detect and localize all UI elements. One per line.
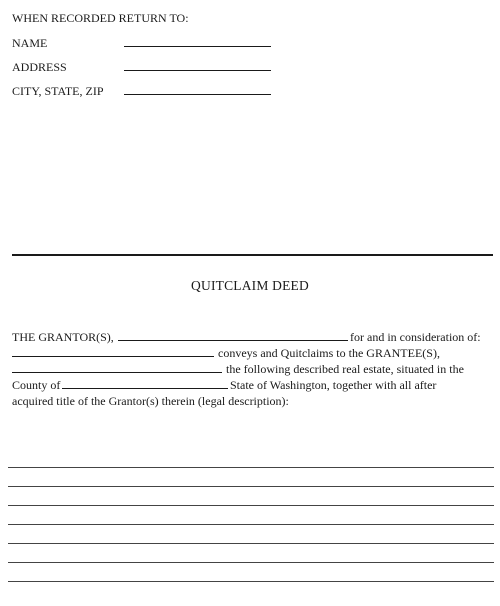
legal-description-line[interactable] [8,524,494,525]
county-label: County of [12,378,61,392]
address-field[interactable] [124,70,271,71]
legal-description-line[interactable] [8,486,494,487]
conveys-text: conveys and Quitclaims to the GRANTEE(S), [218,346,440,360]
described-text: the following described real estate, situated in the [226,362,464,376]
legal-description-line[interactable] [8,505,494,506]
name-label: NAME [12,36,48,50]
legal-description-line[interactable] [8,467,494,468]
consideration-text: for and in consideration of: [350,330,481,344]
section-divider [12,254,493,256]
acquired-text: acquired title of the Grantor(s) therein (legal description): [12,394,289,408]
state-text: State of Washington, together with all after [230,378,437,392]
legal-description-line[interactable] [8,581,494,582]
name-field[interactable] [124,46,271,47]
legal-description-line[interactable] [8,562,494,563]
legal-description-line[interactable] [8,543,494,544]
city-state-zip-label: CITY, STATE, ZIP [12,84,104,98]
county-field[interactable] [62,388,228,389]
city-state-zip-field[interactable] [124,94,271,95]
deed-title: QUITCLAIM DEED [191,278,309,293]
grantor-field[interactable] [118,340,348,341]
grantee-field[interactable] [12,372,222,373]
address-label: ADDRESS [12,60,67,74]
consideration-field[interactable] [12,356,214,357]
grantor-label: THE GRANTOR(S), [12,330,114,344]
return-heading: WHEN RECORDED RETURN TO: [12,11,189,25]
